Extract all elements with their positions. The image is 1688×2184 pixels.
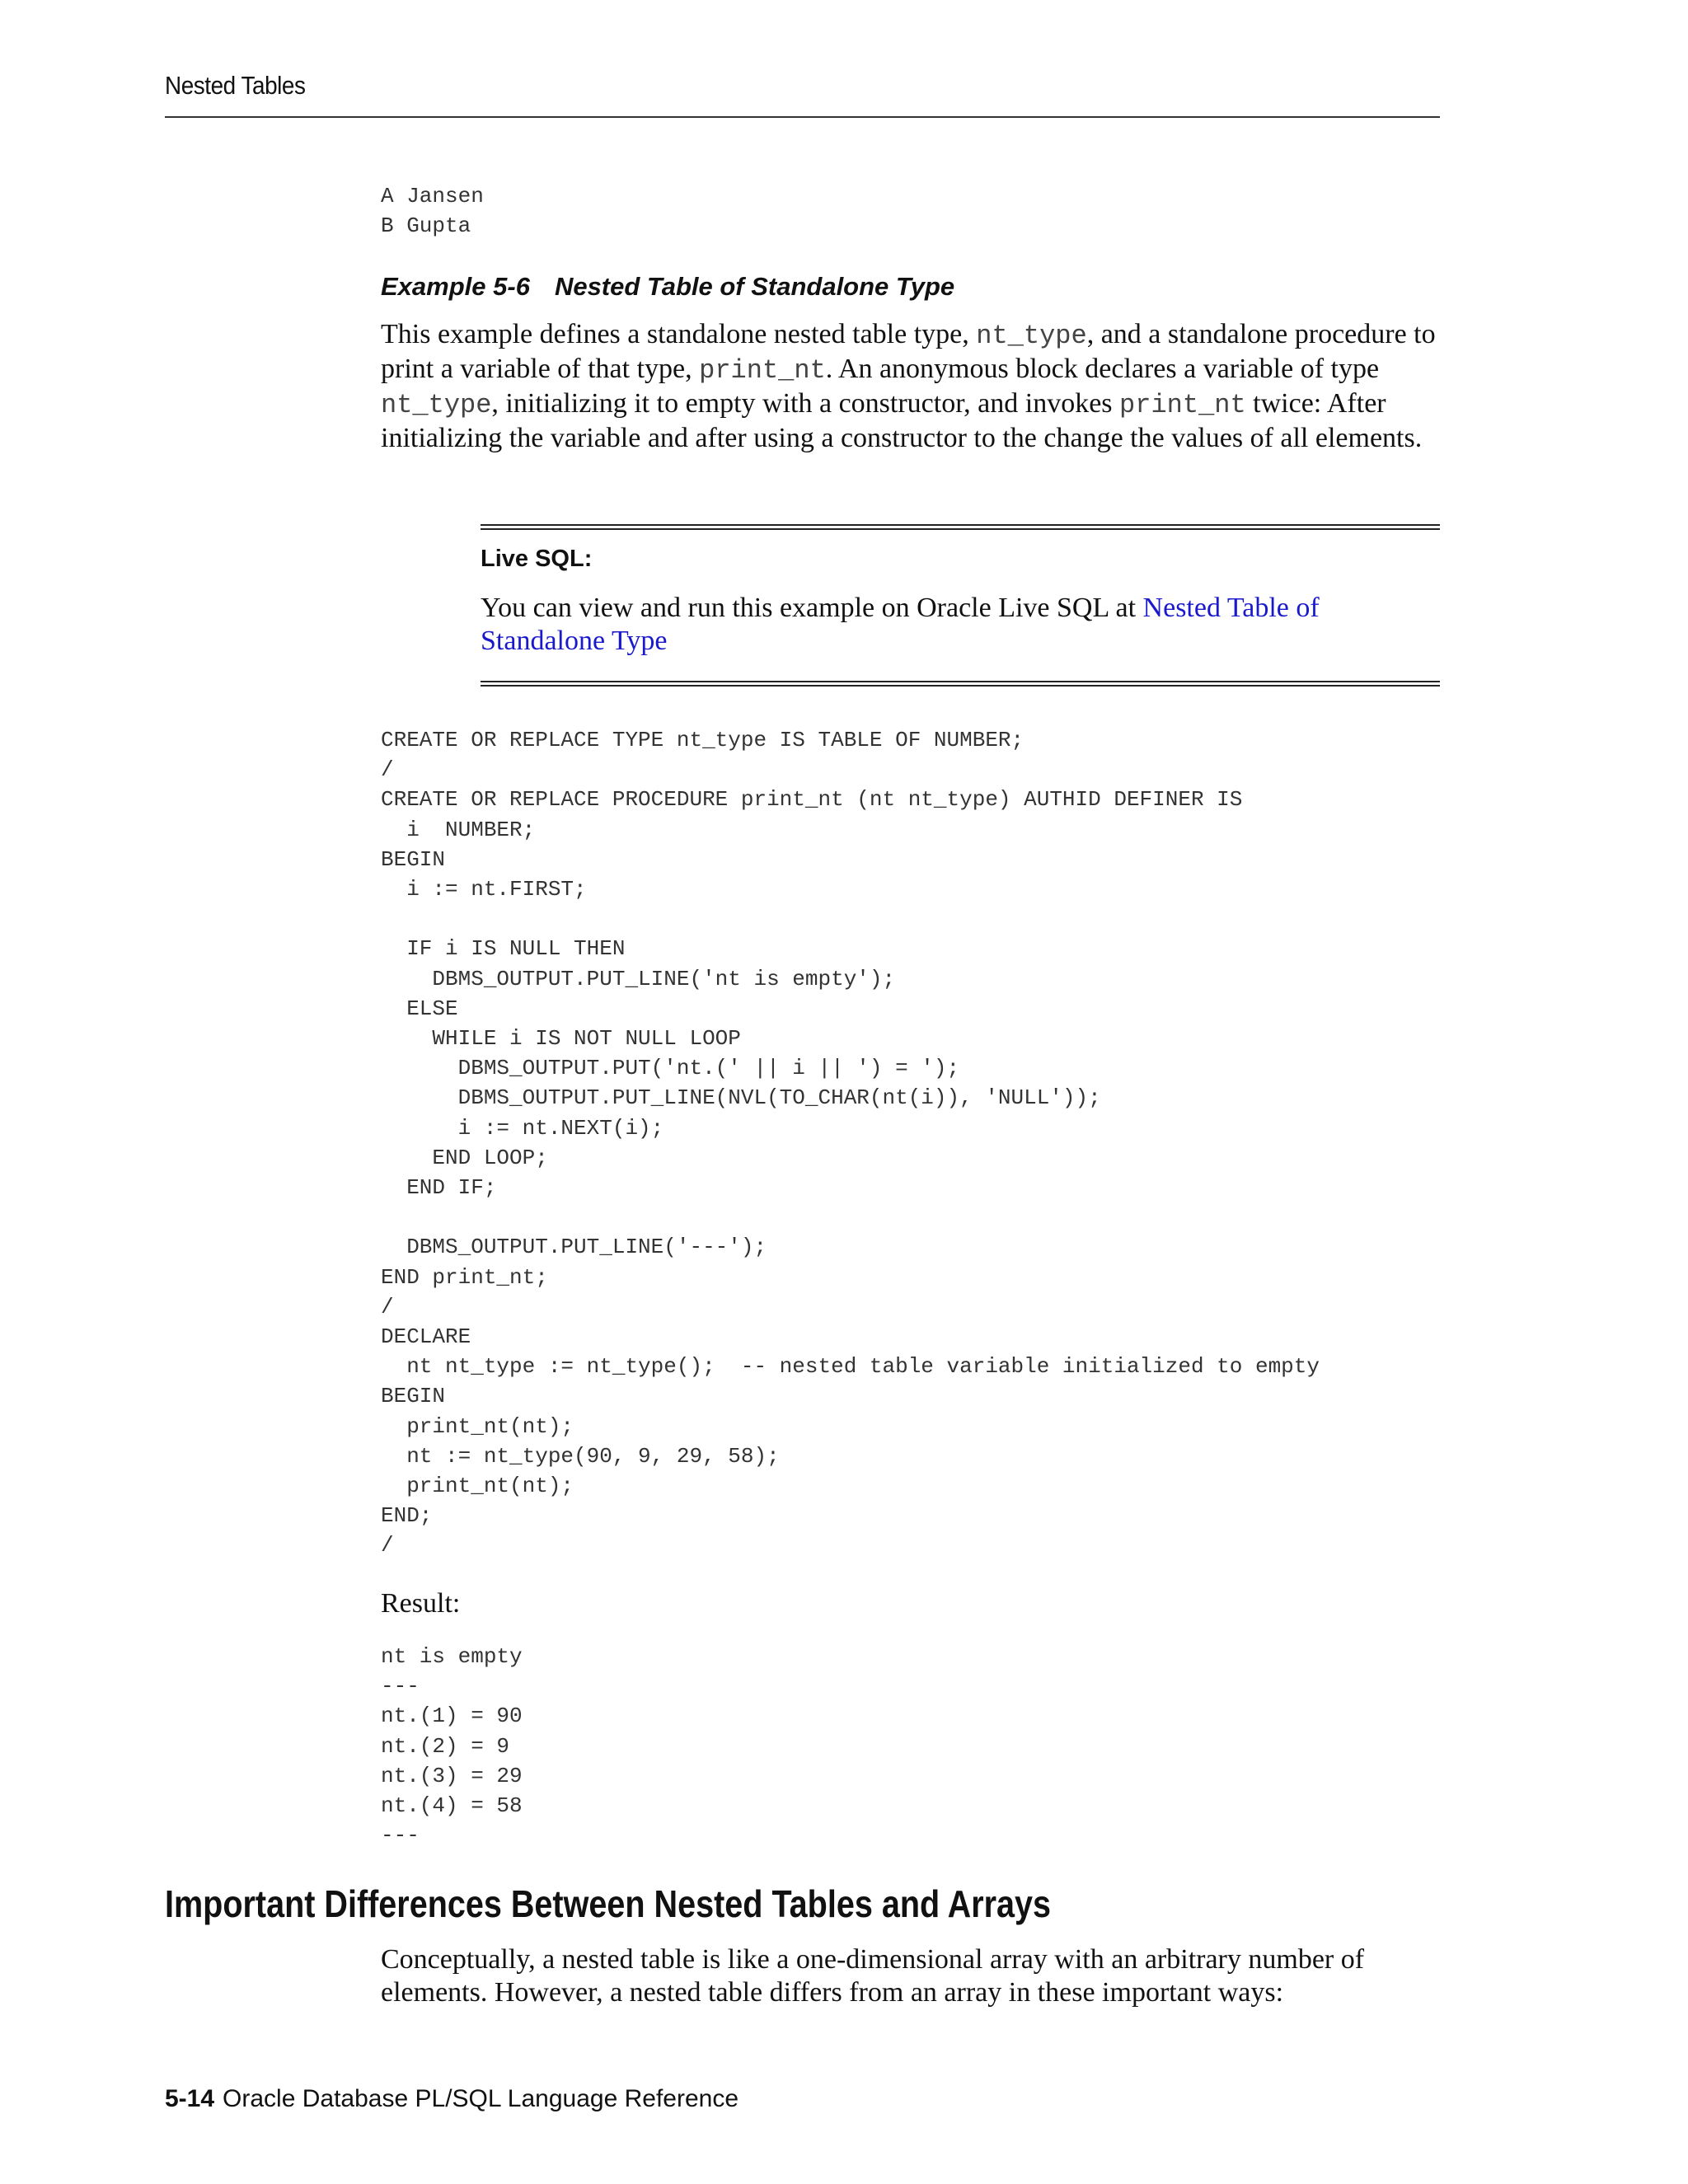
- section-paragraph: Conceptually, a nested table is like a one-dimensional array with an arbitrary number of elements. However, a nested table differs from an array in these important ways:: [381, 1944, 1365, 2008]
- example-title: Nested Table of Standalone Type: [554, 272, 955, 301]
- live-sql-body: You can view and run this example on Oracle Live SQL at: [481, 593, 1143, 623]
- code-line: A Jansen: [381, 184, 484, 209]
- code-line: ---: [381, 1674, 420, 1699]
- code-line: BEGIN: [381, 1384, 446, 1409]
- live-sql-label: Live SQL:: [481, 546, 593, 572]
- code-line: CREATE OR REPLACE TYPE nt_type IS TABLE OF NUMBER;: [381, 728, 1025, 752]
- section-heading: Important Differences Between Nested Tables and Arrays: [165, 1882, 1052, 1925]
- code-line: ---: [381, 1823, 420, 1849]
- code-line: print_nt(nt);: [381, 1413, 574, 1439]
- code-line: nt.(4) = 58: [381, 1793, 523, 1819]
- code-line: i NUMBER;: [381, 817, 536, 842]
- desc-text: . An anonymous block declares a variable of type: [825, 354, 1380, 384]
- inline-code: print_nt: [1119, 390, 1246, 420]
- result-output: [381, 1642, 523, 1850]
- note-bottom-rule: [481, 681, 1440, 687]
- code-line: print_nt(nt);: [381, 1474, 574, 1499]
- code-line: END LOOP;: [381, 1145, 548, 1170]
- desc-text: , initializing it to empty with a constructor, and invokes: [491, 388, 1120, 419]
- code-line: DBMS_OUTPUT.PUT_LINE(NVL(TO_CHAR(nt(i)), 'NULL'));: [381, 1085, 1101, 1111]
- result-label: Result:: [381, 1588, 461, 1619]
- header-rule: [165, 116, 1440, 118]
- code-fragment-top: [381, 181, 484, 241]
- code-line: nt := nt_type(90, 9, 29, 58);: [381, 1443, 780, 1469]
- code-listing: [381, 725, 1320, 1561]
- code-line: /: [381, 757, 394, 783]
- desc-text: This example defines a standalone nested table type,: [381, 319, 977, 349]
- live-sql-link[interactable]: Nested Table of Standalone Type: [481, 593, 1320, 656]
- example-number: Example 5-6: [381, 272, 530, 301]
- code-line: DBMS_OUTPUT.PUT_LINE('---');: [381, 1235, 767, 1260]
- code-line: i := nt.FIRST;: [381, 877, 587, 902]
- code-line: IF i IS NULL THEN: [381, 936, 626, 962]
- code-line: nt.(2) = 9: [381, 1733, 510, 1759]
- code-line: END print_nt;: [381, 1264, 548, 1290]
- code-line: ELSE: [381, 996, 458, 1021]
- inline-code: nt_type: [976, 321, 1087, 351]
- inline-code: nt_type: [381, 390, 492, 420]
- code-line: /: [381, 1533, 394, 1558]
- example-description: [381, 318, 1444, 455]
- code-line: nt.(1) = 90: [381, 1704, 523, 1729]
- page-footer: [165, 2085, 738, 2113]
- code-line: BEGIN: [381, 846, 446, 872]
- code-line: DBMS_OUTPUT.PUT_LINE('nt is empty');: [381, 966, 896, 991]
- note-top-rule: [481, 524, 1440, 530]
- running-header: Nested Tables: [165, 71, 306, 100]
- desc-text: , and a standalone procedure to print a variable of that type,: [381, 319, 1436, 384]
- code-line: nt is empty: [381, 1644, 523, 1669]
- page-number: 5-14: [165, 2085, 215, 2112]
- book-title: Oracle Database PL/SQL Language Reference: [223, 2085, 739, 2112]
- code-line: DECLARE: [381, 1324, 471, 1350]
- code-line: WHILE i IS NOT NULL LOOP: [381, 1026, 741, 1052]
- code-line: CREATE OR REPLACE PROCEDURE print_nt (nt nt_type) AUTHID DEFINER IS: [381, 787, 1243, 813]
- code-line: nt nt_type := nt_type(); -- nested table variable initialized to empty: [381, 1354, 1320, 1380]
- desc-text: twice: After initializing the variable and after using a constructor to the change the values of all elements.: [381, 388, 1423, 453]
- live-sql-text: [481, 592, 1437, 658]
- code-line: END IF;: [381, 1175, 497, 1201]
- code-line: B Gupta: [381, 213, 471, 239]
- code-line: /: [381, 1294, 394, 1319]
- code-line: DBMS_OUTPUT.PUT('nt.(' || i || ') = ');: [381, 1056, 960, 1081]
- code-line: i := nt.NEXT(i);: [381, 1115, 664, 1141]
- inline-code: print_nt: [699, 355, 826, 386]
- code-line: nt.(3) = 29: [381, 1763, 523, 1788]
- code-line: END;: [381, 1503, 433, 1529]
- example-caption: [381, 272, 954, 302]
